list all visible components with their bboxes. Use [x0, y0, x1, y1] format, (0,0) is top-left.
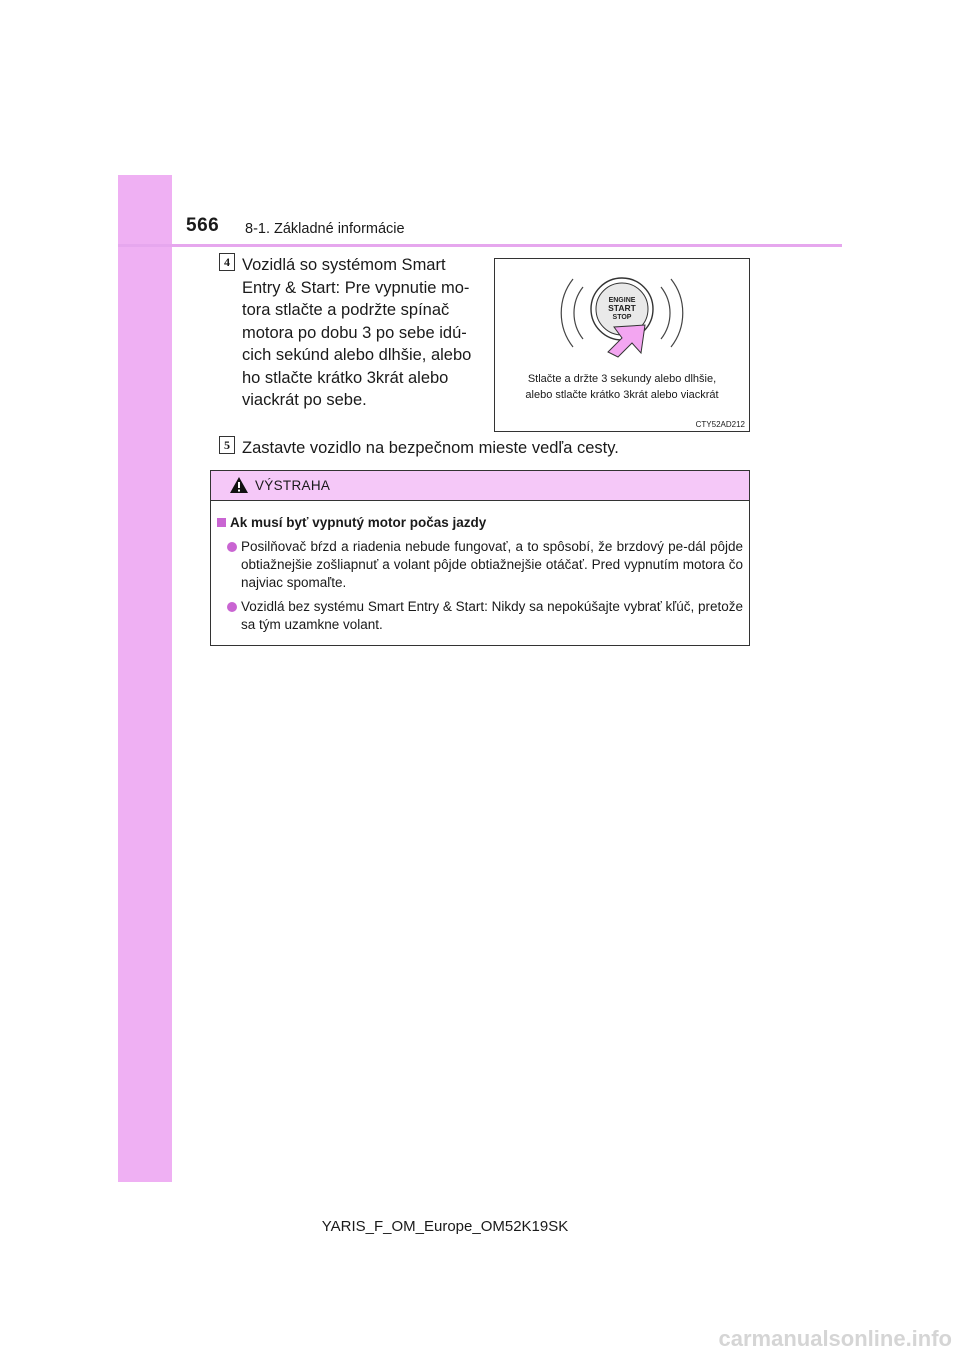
warning-title: VÝSTRAHA	[255, 478, 331, 493]
warning-item-text: Vozidlá bez systému Smart Entry & Start: Nikdy sa nepokúšajte vybrať kľúč, pretože sa tým uzamkne volant.	[241, 599, 743, 632]
step-number-4: 4	[219, 253, 235, 271]
warning-header	[211, 471, 749, 501]
warning-heading-text: Ak musí byť vypnutý motor počas jazdy	[230, 515, 487, 530]
button-label-stop: STOP	[612, 314, 632, 321]
warning-item-text: Posilňovač bŕzd a riadenia nebude fungovať, a to spôsobí, že brzdový pe-dál pôjde obtiažnejšie zošliapnuť a volant pôjde obtiažnejšie otáčať. Pred vypnutím motora čo najviac spomaľte.	[241, 539, 743, 590]
motion-arc-left-outer	[561, 279, 573, 347]
button-label-engine: ENGINE	[608, 297, 636, 304]
step-4-text: Vozidlá so systémom Smart Entry & Start: Pre vypnutie mo- tora stlačte a podržte spínač motora po dobu 3 po sebe idú- cich sekúnd alebo dlhšie, alebo ho stlačte krátko 3krát alebo viackrát po sebe.	[242, 256, 472, 409]
engine-switch-illustration	[495, 259, 749, 431]
step-number-5: 5	[219, 436, 235, 454]
warning-triangle-icon	[229, 476, 249, 494]
warning-body	[217, 514, 743, 634]
engine-switch-figure	[494, 258, 750, 432]
warning-item	[217, 598, 743, 634]
round-bullet-icon	[227, 542, 237, 552]
warning-box	[210, 470, 750, 646]
motion-arc-right-inner	[661, 287, 670, 339]
page-number: 566	[186, 215, 220, 236]
section-title: 8-1. Základné informácie	[245, 221, 405, 237]
header-divider	[118, 244, 842, 247]
warning-item	[217, 538, 743, 592]
button-label-start: START	[608, 303, 636, 313]
warning-heading	[217, 514, 743, 532]
watermark: carmanualsonline.info	[718, 1326, 952, 1351]
figure-caption: Stlačte a držte 3 sekundy alebo dlhšie, alebo stlačte krátko 3krát alebo viackrát	[525, 373, 719, 401]
motion-arc-right-outer	[671, 279, 683, 347]
document-id-footer: YARIS_F_OM_Europe_OM52K19SK	[321, 1218, 569, 1235]
motion-arc-left-inner	[574, 287, 583, 339]
chapter-sidebar-tab	[118, 175, 172, 1182]
square-bullet-icon	[217, 518, 226, 527]
figure-code: CTY52AD212	[695, 420, 745, 429]
round-bullet-icon	[227, 602, 237, 612]
step-5-text: Zastavte vozidlo na bezpečnom mieste vedľa cesty.	[242, 439, 619, 457]
